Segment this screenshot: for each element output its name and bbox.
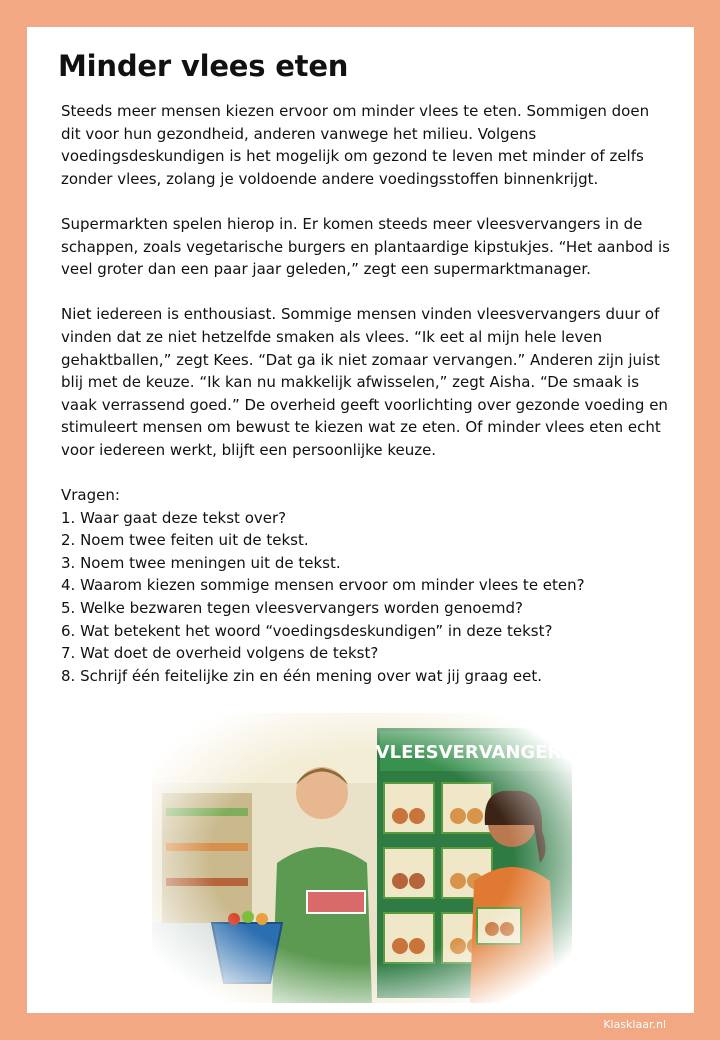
question-7: 7. Wat doet de overheid volgens de tekst? bbox=[61, 644, 379, 663]
worksheet-page bbox=[27, 27, 694, 1013]
question-2: 2. Noem twee feiten uit de tekst. bbox=[61, 531, 309, 550]
question-6: 6. Wat betekent het woord “voedingsdeskundigen” in deze tekst? bbox=[61, 621, 553, 640]
supermarket-illustration bbox=[152, 713, 572, 1003]
page-title: Minder vlees eten bbox=[58, 49, 349, 83]
question-4: 4. Waarom kiezen sommige mensen ervoor om minder vlees te eten? bbox=[61, 576, 585, 595]
paragraph-3: Niet iedereen is enthousiast. Sommige mensen vinden vleesvervangers duur of vinden dat ze niet hetzelfde smaken als vlees. “Ik eet al mijn hele leven gehaktballen,” zegt Kees. “Dat ga ik niet zomaar vervangen.” Anderen zijn juist blij met de keuze. “Ik kan nu makkelijk afwisselen,” zegt Aisha. “De smaak is vaak verrassend goed.” De overheid geeft voorlichting over gezonde voeding en stimuleert mensen om bewust te kiezen wat ze eten. Of minder vlees eten echt voor iedereen werkt, blijft een persoonlijke keuze. bbox=[61, 305, 668, 459]
article-body bbox=[61, 100, 673, 687]
questions-list bbox=[61, 507, 673, 688]
footer-credit: Klasklaar.nl bbox=[603, 1018, 666, 1031]
question-3: 3. Noem twee meningen uit de tekst. bbox=[61, 553, 341, 572]
paragraph-1: Steeds meer mensen kiezen ervoor om minder vlees te eten. Sommigen doen dit voor hun gezondheid, anderen vanwege het milieu. Volgens voedingsdeskundigen is het mogelijk om gezond te leven met minder of zelfs zonder vlees, zolang je voldoende andere voedingsstoffen binnenkrijgt. bbox=[61, 102, 650, 188]
question-8: 8. Schrijf één feitelijke zin en één mening over wat jij graag eet. bbox=[61, 666, 543, 685]
questions-heading: Vragen: bbox=[61, 486, 120, 505]
question-5: 5. Welke bezwaren tegen vleesvervangers worden genoemd? bbox=[61, 599, 523, 618]
paragraph-2: Supermarkten spelen hierop in. Er komen steeds meer vleesvervangers in de schappen, zoals vegetarische burgers en plantaardige kipstukjes. “Het aanbod is veel groter dan een paar jaar geleden,” zegt een supermarktmanager. bbox=[61, 214, 670, 279]
question-1: 1. Waar gaat deze tekst over? bbox=[61, 508, 287, 527]
